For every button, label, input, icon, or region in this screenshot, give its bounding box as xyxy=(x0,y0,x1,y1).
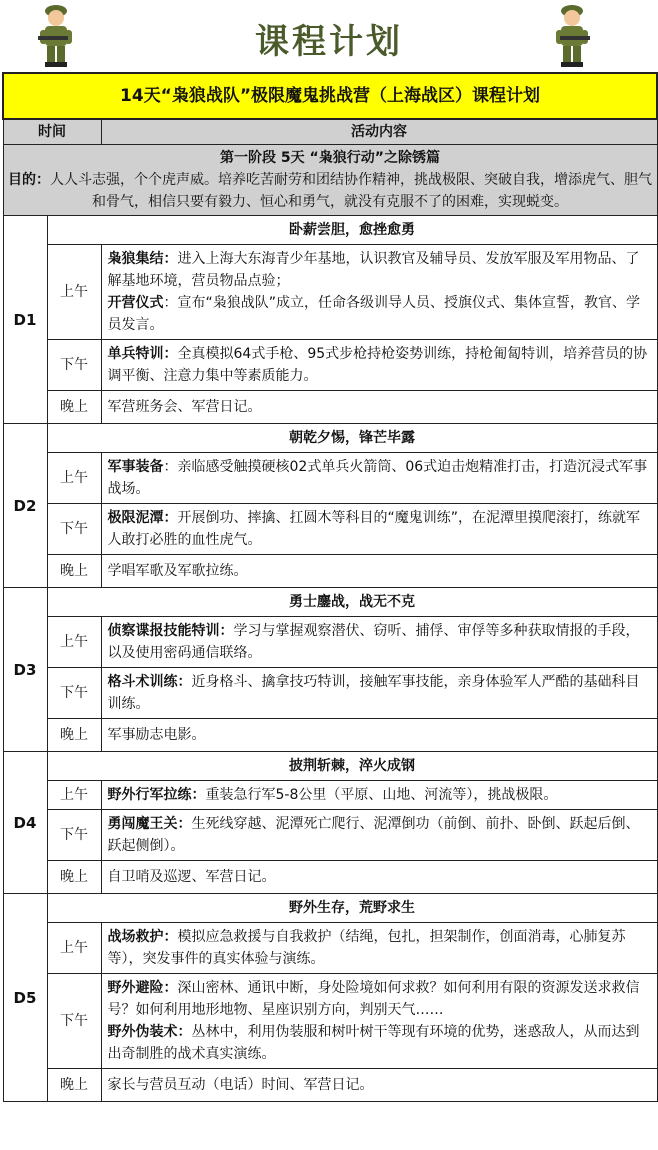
page-title: 课程计划 xyxy=(255,22,403,62)
activity-content xyxy=(101,617,657,668)
activity-desc: 模拟应急救援与自我救护（结绳，包扎，担架制作，创面消毒，心肺复苏等），突发事件的真实体验与演练。 xyxy=(107,929,626,967)
period-label: 上午 xyxy=(47,453,101,504)
table-row xyxy=(3,923,657,974)
table-row xyxy=(3,504,657,555)
day-theme-row xyxy=(3,894,657,923)
day-theme: 勇士鏖战，战无不克 xyxy=(47,588,657,617)
activity-name: 野外避险： xyxy=(107,980,178,996)
stage-title: 第一阶段 5天 “枭狼行动”之除锈篇 xyxy=(220,150,440,166)
activity-content xyxy=(101,974,657,1069)
day-theme-row xyxy=(3,588,657,617)
activity-content xyxy=(101,668,657,719)
activity-item xyxy=(108,1021,651,1065)
table-title: 14天“枭狼战队”极限魔鬼挑战营（上海战区）课程计划 xyxy=(3,73,657,119)
activity-name: 极限泥潭： xyxy=(107,510,178,526)
activity-name: 枭狼集结： xyxy=(107,251,178,267)
activity-desc: 全真模拟64式手枪、95式步枪持枪姿势训练，持枪匍匐特训，培养营员的协调平衡、注意力集中等素质能力。 xyxy=(107,346,648,384)
day-label: D4 xyxy=(3,752,47,894)
period-label: 晚上 xyxy=(47,1069,101,1102)
activity-desc: 生死线穿越、泥潭死亡爬行、泥潭倒功（前倒、前扑、卧倒、跃起后倒、跃起侧倒）。 xyxy=(107,816,640,854)
page-header xyxy=(0,0,658,72)
activity-desc: 近身格斗、擒拿技巧特训，接触军事技能，亲身体验军人严酷的基础科目训练。 xyxy=(107,674,640,712)
activity-item xyxy=(108,248,651,292)
schedule-table xyxy=(2,72,658,1102)
activity-item xyxy=(108,784,651,806)
period-label: 晚上 xyxy=(47,861,101,894)
stage-goal-label: 目的： xyxy=(8,172,50,188)
period-label: 下午 xyxy=(47,340,101,391)
table-header xyxy=(3,119,657,145)
table-row xyxy=(3,391,657,424)
activity-item xyxy=(108,507,651,551)
activity-desc: 丛林中，利用伪装服和树叶树干等现有环境的优势，迷惑敌人，从而达到出奇制胜的战术真实演练。 xyxy=(107,1024,640,1062)
table-row xyxy=(3,668,657,719)
activity-item xyxy=(108,620,651,664)
activity-content: 学唱军歌及军歌拉练。 xyxy=(101,555,657,588)
activity-desc: 学习与掌握观察潜伏、窃听、捕俘、审俘等多种获取情报的手段，以及使用密码通信联络。 xyxy=(107,623,640,661)
table-row xyxy=(3,1069,657,1102)
column-header-content: 活动内容 xyxy=(101,119,657,145)
day-theme: 野外生存，荒野求生 xyxy=(47,894,657,923)
activity-item xyxy=(108,977,651,1021)
table-row xyxy=(3,861,657,894)
activity-name: 开营仪式 xyxy=(107,295,164,311)
activity-content xyxy=(101,810,657,861)
table-row xyxy=(3,453,657,504)
table-row xyxy=(3,617,657,668)
day-label: D1 xyxy=(3,216,47,424)
activity-item xyxy=(108,456,651,500)
activity-desc: 深山密林、通讯中断，身处险境如何求救？如何利用有限的资源发送求救信号？如何利用地形地物、星座识别方向，判别天气…… xyxy=(107,980,640,1018)
period-label: 上午 xyxy=(47,245,101,340)
activity-content: 家长与营员互动（电话）时间、军营日记。 xyxy=(101,1069,657,1102)
period-label: 上午 xyxy=(47,781,101,810)
activity-desc: 进入上海大东海青少年基地，认识教官及辅导员、发放军服及军用物品、了解基地环境，营员物品点验； xyxy=(107,251,640,289)
day-theme: 披荆斩棘，淬火成钢 xyxy=(47,752,657,781)
period-label: 下午 xyxy=(47,810,101,861)
day-theme: 卧薪尝胆，愈挫愈勇 xyxy=(47,216,657,245)
activity-name: 野外行军拉练： xyxy=(107,787,206,803)
activity-content xyxy=(101,923,657,974)
period-label: 晚上 xyxy=(47,391,101,424)
activity-content: 自卫哨及巡逻、军营日记。 xyxy=(101,861,657,894)
activity-content xyxy=(101,453,657,504)
table-row xyxy=(3,781,657,810)
activity-item xyxy=(108,671,651,715)
table-row xyxy=(3,719,657,752)
activity-desc: 开展倒功、摔擒、扛圆木等科目的“魔鬼训练”，在泥潭里摸爬滚打，练就军人敢打必胜的血性虎气。 xyxy=(107,510,641,548)
activity-desc: ：宣布“枭狼战队”成立，任命各级训导人员、授旗仪式、集体宣誓，教官、学员发言。 xyxy=(107,295,641,333)
activity-name: 单兵特训： xyxy=(107,346,178,362)
period-label: 上午 xyxy=(47,617,101,668)
activity-name: 格斗术训练： xyxy=(107,674,192,690)
activity-content xyxy=(101,504,657,555)
activity-name: 侦察谍报技能特训： xyxy=(107,623,234,639)
activity-item xyxy=(108,343,651,387)
period-label: 上午 xyxy=(47,923,101,974)
period-label: 晚上 xyxy=(47,719,101,752)
activity-desc: 重装急行军5-8公里（平原、山地、河流等），挑战极限。 xyxy=(205,787,558,803)
activity-content xyxy=(101,245,657,340)
activity-content: 军事励志电影。 xyxy=(101,719,657,752)
period-label: 下午 xyxy=(47,668,101,719)
day-theme: 朝乾夕惕，锋芒毕露 xyxy=(47,424,657,453)
day-label: D3 xyxy=(3,588,47,752)
column-header-time: 时间 xyxy=(3,119,101,145)
stage-block xyxy=(3,145,657,216)
day-theme-row xyxy=(3,424,657,453)
period-label: 下午 xyxy=(47,974,101,1069)
activity-desc: ：亲临感受触摸硬核02式单兵火箭筒、06式迫击炮精准打击，打造沉浸式军事战场。 xyxy=(107,459,648,497)
activity-name: 军事装备 xyxy=(107,459,164,475)
table-row xyxy=(3,245,657,340)
day-label: D5 xyxy=(3,894,47,1102)
day-theme-row xyxy=(3,752,657,781)
day-label: D2 xyxy=(3,424,47,588)
stage-goal-text: 人人斗志强，个个虎声威。培养吃苦耐劳和团结协作精神，挑战极限、突破自我，增添虎气、胆气和骨气，相信只要有毅力、恒心和勇气，就没有克服不了的困难，实现蜕变。 xyxy=(50,172,652,210)
period-label: 下午 xyxy=(47,504,101,555)
table-row xyxy=(3,974,657,1069)
activity-content xyxy=(101,781,657,810)
period-label: 晚上 xyxy=(47,555,101,588)
activity-item xyxy=(108,292,651,336)
activity-content xyxy=(101,340,657,391)
activity-name: 战场救护： xyxy=(107,929,178,945)
table-row xyxy=(3,555,657,588)
table-row xyxy=(3,810,657,861)
table-row xyxy=(3,340,657,391)
activity-item xyxy=(108,926,651,970)
stage-goal xyxy=(8,169,653,213)
activity-name: 勇闯魔王关： xyxy=(107,816,192,832)
activity-content: 军营班务会、军营日记。 xyxy=(101,391,657,424)
day-theme-row xyxy=(3,216,657,245)
soldier-icon xyxy=(552,2,592,68)
activity-item xyxy=(108,813,651,857)
activity-name: 野外伪装术： xyxy=(107,1024,192,1040)
